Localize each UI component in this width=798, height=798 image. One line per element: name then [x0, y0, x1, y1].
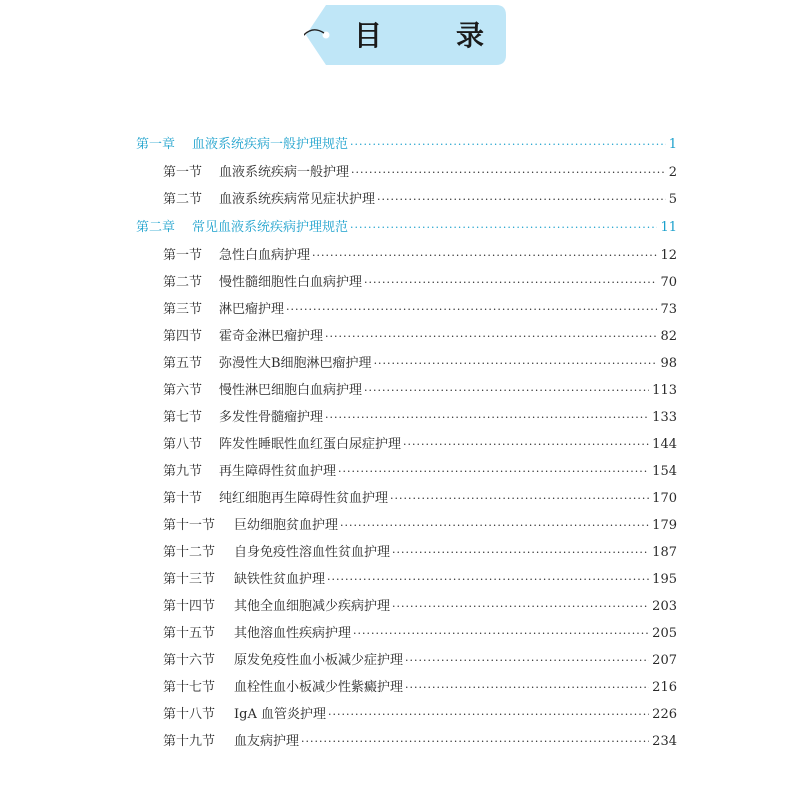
page-number: 170 — [652, 491, 677, 506]
toc-entry[interactable] — [163, 734, 677, 750]
section-number: 第五节 — [163, 356, 203, 371]
toc-entry[interactable] — [163, 302, 677, 318]
section-number: 第十一节 — [163, 518, 216, 533]
toc-entry[interactable] — [163, 275, 677, 291]
page-number: 133 — [652, 410, 677, 425]
page-number: 234 — [652, 734, 677, 749]
section-title: 其他全血细胞减少疾病护理 — [234, 599, 391, 614]
page-number: 187 — [652, 545, 677, 560]
toc-entry[interactable] — [163, 356, 677, 372]
dot-leader — [377, 192, 666, 208]
page-number: 113 — [652, 383, 677, 398]
section-number: 第一节 — [163, 165, 203, 180]
toc-entry[interactable] — [163, 626, 677, 642]
section-number: 第二节 — [163, 192, 203, 207]
toc-entry[interactable] — [163, 653, 677, 669]
toc-entry[interactable] — [163, 437, 677, 453]
dot-leader — [328, 707, 649, 723]
section-title: 缺铁性贫血护理 — [234, 572, 326, 587]
chapter-number: 第二章 — [136, 220, 176, 235]
section-number: 第十四节 — [163, 599, 216, 614]
toc-entry[interactable] — [163, 329, 677, 345]
page-number: 205 — [652, 626, 677, 641]
dot-leader — [364, 383, 649, 399]
page-number: 144 — [652, 437, 677, 452]
toc-entry[interactable] — [163, 545, 677, 561]
page-number: 154 — [652, 464, 677, 479]
section-title: 急性白血病护理 — [219, 248, 311, 263]
section-number: 第八节 — [163, 437, 203, 452]
toc-entry[interactable] — [163, 572, 677, 588]
section-number: 第三节 — [163, 302, 203, 317]
page-number: 195 — [652, 572, 677, 587]
toc-entry[interactable] — [163, 491, 677, 507]
section-number: 第一节 — [163, 248, 203, 263]
dot-leader — [301, 734, 649, 750]
section-title: IgA 血管炎护理 — [234, 707, 326, 722]
dot-leader — [403, 437, 649, 453]
dot-leader — [350, 220, 657, 236]
section-title: 弥漫性大B细胞淋巴瘤护理 — [219, 356, 372, 371]
dot-leader — [390, 491, 649, 507]
section-number: 第十九节 — [163, 734, 216, 749]
section-number: 第九节 — [163, 464, 203, 479]
chapter-title: 常见血液系统疾病护理规范 — [192, 220, 349, 235]
toc-chapter-2[interactable] — [136, 220, 677, 236]
dot-leader — [327, 572, 649, 588]
section-number: 第十八节 — [163, 707, 216, 722]
section-number: 第七节 — [163, 410, 203, 425]
section-title: 血液系统疾病常见症状护理 — [219, 192, 376, 207]
toc-entry[interactable] — [163, 599, 677, 615]
page-number: 216 — [652, 680, 677, 695]
section-number: 第六节 — [163, 383, 203, 398]
chapter-title: 血液系统疾病一般护理规范 — [192, 137, 349, 152]
section-title: 血栓性血小板减少性紫癜护理 — [234, 680, 404, 695]
dot-leader — [392, 545, 649, 561]
toc-entry[interactable] — [163, 248, 677, 264]
section-number: 第十节 — [163, 491, 203, 506]
dot-leader — [312, 248, 657, 264]
section-title: 淋巴瘤护理 — [219, 302, 285, 317]
section-title: 原发免疫性血小板减少症护理 — [234, 653, 404, 668]
page-number: 207 — [652, 653, 677, 668]
section-number: 第十七节 — [163, 680, 216, 695]
section-title: 霍奇金淋巴瘤护理 — [219, 329, 324, 344]
section-title: 慢性淋巴细胞白血病护理 — [219, 383, 363, 398]
section-number: 第十三节 — [163, 572, 216, 587]
dot-leader — [350, 137, 666, 153]
dot-leader — [351, 165, 666, 181]
section-number: 第十五节 — [163, 626, 216, 641]
toc-entry[interactable] — [163, 410, 677, 426]
section-title: 其他溶血性疾病护理 — [234, 626, 352, 641]
dot-leader — [338, 464, 649, 480]
page-number: 2 — [668, 165, 677, 180]
page-number: 1 — [668, 137, 677, 152]
dot-leader — [405, 680, 649, 696]
dot-leader — [392, 599, 649, 615]
section-title: 巨幼细胞贫血护理 — [234, 518, 339, 533]
section-title: 纯红细胞再生障碍性贫血护理 — [219, 491, 389, 506]
toc-entry[interactable] — [163, 464, 677, 480]
section-number: 第二节 — [163, 275, 203, 290]
section-title: 自身免疫性溶血性贫血护理 — [234, 545, 391, 560]
dot-leader — [340, 518, 649, 534]
toc-entry[interactable] — [163, 518, 677, 534]
page-number: 12 — [660, 248, 677, 263]
section-title: 多发性骨髓瘤护理 — [219, 410, 324, 425]
page-number: 98 — [660, 356, 677, 371]
dot-leader — [364, 275, 657, 291]
toc-entry[interactable] — [163, 165, 677, 181]
section-title: 慢性髓细胞性白血病护理 — [219, 275, 363, 290]
toc-entry[interactable] — [163, 680, 677, 696]
section-number: 第十六节 — [163, 653, 216, 668]
dot-leader — [405, 653, 649, 669]
toc-entry[interactable] — [163, 383, 677, 399]
page-number: 82 — [660, 329, 677, 344]
page-number: 70 — [660, 275, 677, 290]
page-number: 179 — [652, 518, 677, 533]
page-number: 5 — [668, 192, 677, 207]
dot-leader — [325, 329, 657, 345]
section-title: 再生障碍性贫血护理 — [219, 464, 337, 479]
toc-entry[interactable] — [163, 707, 677, 723]
section-number: 第四节 — [163, 329, 203, 344]
dot-leader — [374, 356, 658, 372]
dot-leader — [286, 302, 657, 318]
section-title: 血友病护理 — [234, 734, 300, 749]
section-number: 第十二节 — [163, 545, 216, 560]
dot-leader — [325, 410, 649, 426]
toc-chapter-1[interactable] — [136, 137, 677, 153]
title-char-1: 目 — [354, 19, 383, 52]
section-title: 血液系统疾病一般护理 — [219, 165, 350, 180]
section-title: 阵发性睡眠性血红蛋白尿症护理 — [219, 437, 402, 452]
page-number: 226 — [652, 707, 677, 722]
chapter-number: 第一章 — [136, 137, 176, 152]
page-number: 203 — [652, 599, 677, 614]
page-number: 11 — [660, 220, 677, 235]
page-number: 73 — [660, 302, 677, 317]
toc-entry[interactable] — [163, 192, 677, 208]
dot-leader — [353, 626, 649, 642]
title-char-2: 录 — [455, 19, 484, 52]
